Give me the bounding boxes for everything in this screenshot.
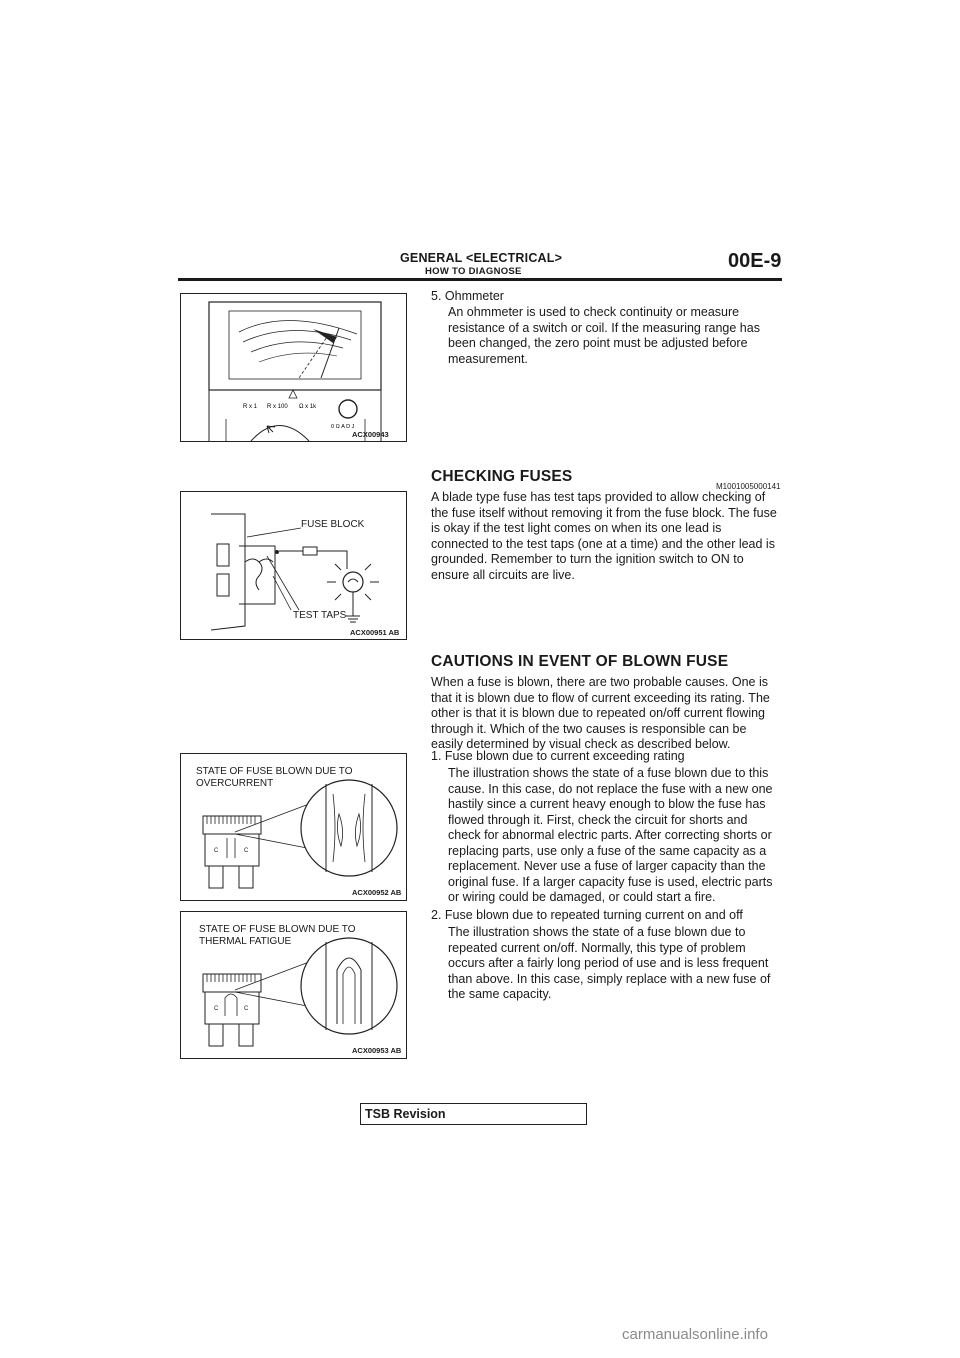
overcurrent-c-mark-1: C bbox=[214, 848, 219, 854]
dial-label-rx1: R x 1 bbox=[243, 404, 258, 410]
overcurrent-figure-code: ACX00952 AB bbox=[352, 888, 402, 897]
dial-label-rx1k: Ω x 1k bbox=[299, 404, 317, 410]
ohmmeter-body: An ohmmeter is used to check continuity or measure resistance of a switch or coil. If the measuring range has been changed, the zero point must be adjusted before measurement. bbox=[448, 305, 760, 366]
dial-label-rx100: R x 100 bbox=[267, 404, 288, 410]
item1-body: The illustration shows the state of a fuse blown due to this cause. In this case, do not replace the fuse with a new one hastily since a current heavy enough to blow the fuse has flowed through it. First, check the circuit for shorts and check for abnormal electric parts. After correcting shorts or replacing parts, use only a fuse of the same capacity as a replacement. Never use a fuse of larger capacity than the original fuse. If a larger capacity fuse is used, electric parts or wiring could be damaged, or could start a fire. bbox=[448, 766, 773, 904]
test-taps-label: TEST TAPS bbox=[293, 610, 347, 621]
checking-fuses-body: A blade type fuse has test taps provided to allow checking of the fuse itself without removing it from the fuse block. The fuse is okay if the test light comes on when its one lead is connected to the test taps (one at a time) and the other lead is grounded. Remember to turn the ignition switch to ON to ensure all circuits are live. bbox=[431, 490, 777, 582]
item2-body: The illustration shows the state of a fuse blown due to repeated current on/off. Normally, this type of problem occurs after a fairly long period of use and is less frequent than above. In this case, simply replace with a new fuse of the same capacity. bbox=[448, 925, 771, 1001]
overcurrent-label-line1: STATE OF FUSE BLOWN DUE TO bbox=[196, 766, 353, 777]
tsb-revision-label: TSB Revision bbox=[365, 1107, 446, 1121]
item1-title: 1. Fuse blown due to current exceeding rating bbox=[431, 749, 685, 763]
zero-adj-label: 0 Ω A D J bbox=[331, 424, 355, 430]
thermal-label-line2: THERMAL FATIGUE bbox=[199, 936, 292, 947]
fuse-block-label: FUSE BLOCK bbox=[301, 519, 365, 530]
ohmmeter-heading: 5. Ohmmeter bbox=[431, 289, 504, 303]
thermal-figure-code: ACX00953 AB bbox=[352, 1046, 402, 1055]
ohmmeter-illustration bbox=[181, 294, 406, 441]
fuse-block-figure-code: ACX00951 AB bbox=[350, 628, 400, 637]
cautions-intro: When a fuse is blown, there are two probable causes. One is that it is blown due to flow of current exceeding its rating. The other is that it is blown due to repeated on/off current flowing through it. Which of the two causes is responsible can be easily determined by visual check as described below. bbox=[431, 675, 770, 751]
page-number: 00E-9 bbox=[728, 250, 782, 272]
overcurrent-label-line2: OVERCURRENT bbox=[196, 778, 274, 789]
checking-fuses-code: M1001005000141 bbox=[716, 482, 781, 491]
thermal-fatigue-figure bbox=[180, 911, 407, 1059]
item2-title: 2. Fuse blown due to repeated turning current on and off bbox=[431, 908, 743, 922]
header-subtitle: HOW TO DIAGNOSE bbox=[425, 266, 522, 277]
fuse-block-figure bbox=[180, 491, 407, 640]
header-title: GENERAL <ELECTRICAL> bbox=[400, 251, 563, 265]
cautions-heading: CAUTIONS IN EVENT OF BLOWN FUSE bbox=[431, 653, 729, 670]
tsb-revision-box bbox=[360, 1103, 587, 1125]
thermal-c-mark-2: C bbox=[244, 1006, 249, 1012]
overcurrent-figure bbox=[180, 753, 407, 901]
overcurrent-c-mark-2: C bbox=[244, 848, 249, 854]
checking-fuses-heading: CHECKING FUSES bbox=[431, 468, 573, 485]
watermark[interactable]: carmanualsonline.info bbox=[622, 1326, 768, 1343]
thermal-c-mark-1: C bbox=[214, 1006, 219, 1012]
ohmmeter-figure bbox=[180, 293, 407, 442]
header-rule bbox=[178, 278, 782, 281]
thermal-label-line1: STATE OF FUSE BLOWN DUE TO bbox=[199, 924, 356, 935]
ohmmeter-figure-code: ACX00943 bbox=[352, 430, 389, 439]
